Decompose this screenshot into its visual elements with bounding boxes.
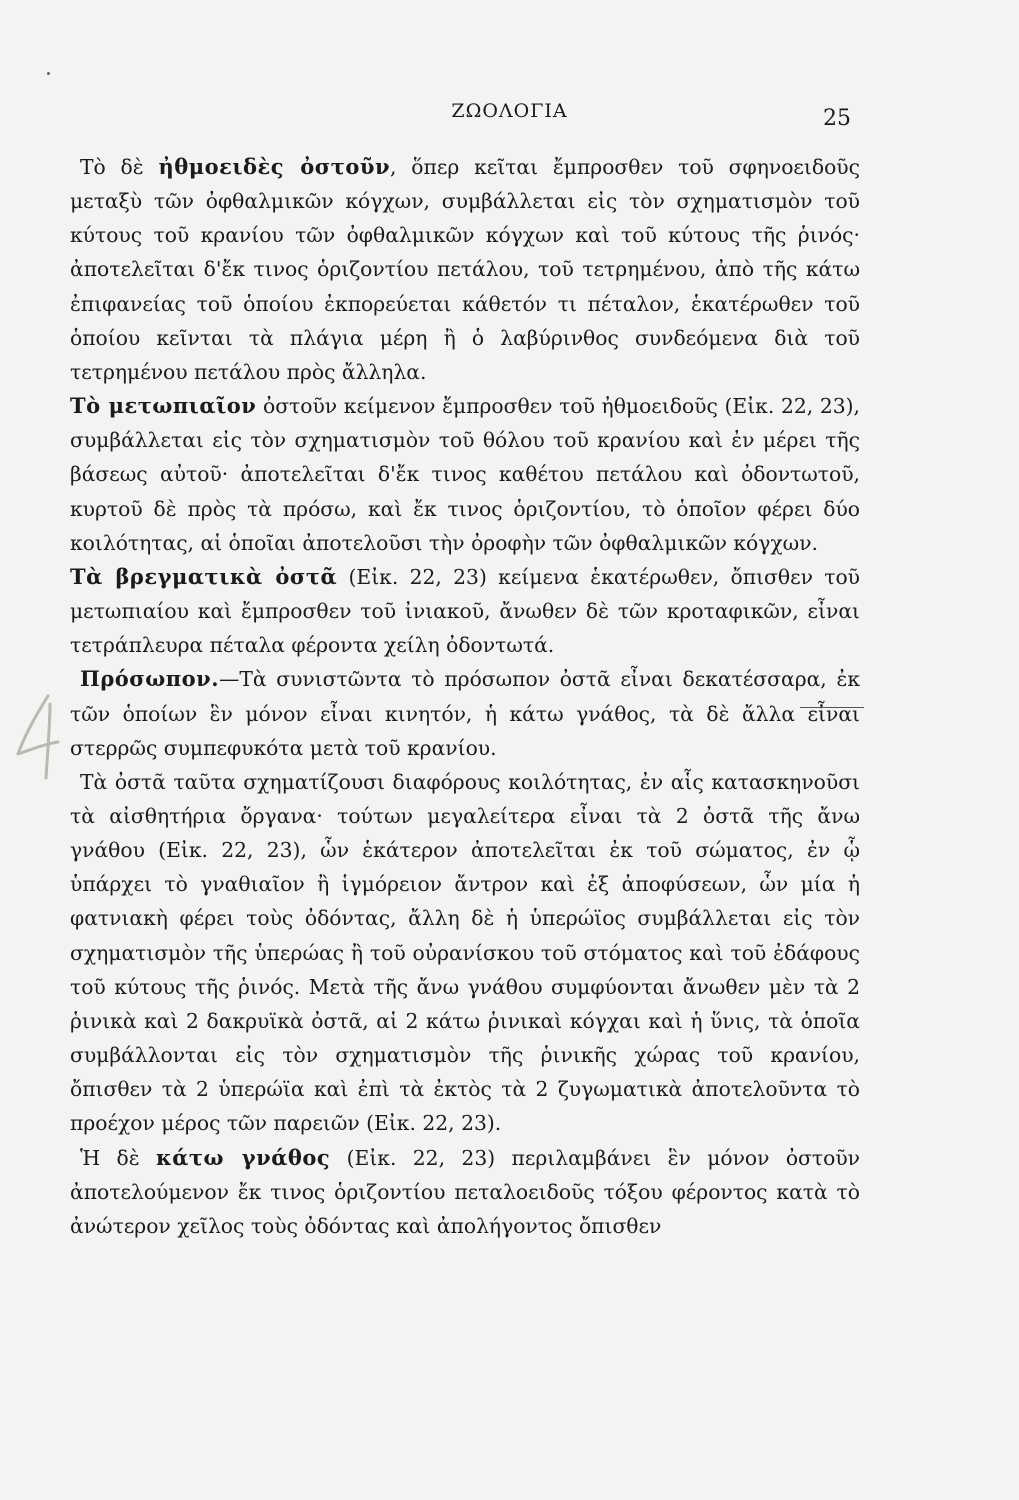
paragraph-face-bones bbox=[70, 765, 860, 1141]
handwritten-margin-mark bbox=[10, 692, 70, 782]
paragraph-body: (Εἰκ. 22, 23) περιλαμβάνει ἓν μόνον ὀστοῦν ἀποτελούμενον ἔκ τινος ὁριζοντίου πεταλοειδοῦς τόξου φέροντος κατὰ τὸ ἀνώτερον χεῖλος τοὺς ὀδόντας καὶ ἀπολήγοντος ὄπισθεν bbox=[70, 1145, 860, 1238]
running-header: ΖΩΟΛΟΓΙΑ bbox=[451, 100, 568, 122]
paragraph-ethmoid bbox=[70, 150, 860, 389]
term-lower-jaw: κάτω γνάθος bbox=[156, 1144, 331, 1170]
paragraph-face bbox=[70, 662, 860, 764]
paragraph-body: —Τὰ συνιστῶντα τὸ πρόσωπον ὀστᾶ εἶναι δεκατέσσαρα, ἐκ τῶν ὁποίων ἓν μόνον εἶναι κινητόν, ἡ κάτω γνάθος, τὰ δὲ ἄλλα εἶναι στερρῶς συμπεφυκότα μετὰ τοῦ κρανίου. bbox=[70, 667, 860, 760]
paragraph-parietal bbox=[70, 560, 860, 662]
paragraph-frontal bbox=[70, 389, 860, 560]
paper-speck bbox=[47, 72, 50, 75]
paragraph-lead: Τὸ δὲ bbox=[80, 155, 159, 179]
pencil-underline bbox=[800, 707, 864, 708]
paragraph-body: ὀστοῦν κείμενον ἔμπροσθεν τοῦ ἠθμοειδοῦς (Εἰκ. 22, 23), συμβάλλεται εἰς τὸν σχηματισμὸν τοῦ θόλου τοῦ κρανίου καὶ ἐν μέρει τῆς βάσεως αὐτοῦ· ἀποτελεῖται δ'ἔκ τινος καθέτου πετάλου καὶ ὀδοντωτοῦ, κυρτοῦ δὲ πρὸς τὰ πρόσω, καὶ ἔκ τινος ὁριζοντίου, τὸ ὁποῖον φέρει δύο κοιλότητας, αἱ ὁποῖαι ἀποτελοῦσι τὴν ὀροφὴν τῶν ὀφθαλμικῶν κόγχων. bbox=[70, 394, 861, 555]
term-face: Πρόσωπον. bbox=[80, 666, 220, 692]
term-ethmoid: ἠθμοειδὲς ὀστοῦν bbox=[158, 154, 391, 179]
paragraph-body: Τὰ ὀστᾶ ταῦτα σχηματίζουσι διαφόρους κοιλότητας, ἐν αἷς κατασκηνοῦσι τὰ αἰσθητήρια ὄργανα· τούτων μεγαλείτερα εἶναι τὰ 2 ὀστᾶ τῆς ἄνω γνάθου (Εἰκ. 22, 23), ὧν ἑκάτερον ἀποτελεῖται ἐκ τοῦ σώματος, ἐν ᾧ ὑπάρχει τὸ γναθιαῖον ἢ ἱγμόρειον ἄντρον καὶ ἐξ ἀποφύσεων, ὧν μία ἡ φατνιακὴ φέρει τοὺς ὀδόντας, ἄλλη δὲ ἡ ὑπερώϊος συμβάλλεται εἰς τὸν σχηματισμὸν τῆς ὑπερώας ἢ τοῦ οὐρανίσκου τοῦ στόματος καὶ τοῦ ἐδάφους τοῦ κύτους τῆς ῥινός. Μετὰ τῆς ἄνω γνάθου συμφύονται ἄνωθεν μὲν τὰ 2 ῥινικὰ καὶ 2 δακρυϊκὰ ὀστᾶ, αἱ 2 κάτω ῥινικαὶ κόγχαι καὶ ἡ ὕνις, τὰ ὁποῖα συμβάλλονται εἰς τὸν σχηματισμὸν τῆς ῥινικῆς χώρας τοῦ κρανίου, ὄπισθεν τὰ 2 ὑπερώϊα καὶ ἐπὶ τὰ ἐκτὸς τὰ 2 ζυγωματικὰ ἀποτελοῦντα τὸ προέχον μέρος τῶν παρειῶν (Εἰκ. 22, 23). bbox=[70, 769, 860, 1136]
paragraph-body: , ὅπερ κεῖται ἔμπροσθεν τοῦ σφηνοειδοῦς μεταξὺ τῶν ὀφθαλμικῶν κόγχων, συμβάλλεται εἰς τὸν σχηματισμὸν τοῦ κύτους τοῦ κρανίου τῶν ὀφθαλμικῶν κόγχων καὶ τοῦ κύτους τῆς ῥινός· ἀποτελεῖται δ'ἔκ τινος ὁριζοντίου πετάλου, τοῦ τετρημένου, ἀπὸ τῆς κάτω ἐπιφανείας τοῦ ὁποίου ἐκπορεύεται κάθετόν τι πέταλον, ἑκατέρωθεν τοῦ ὁποίου κεῖνται τὰ πλάγια μέρη ἢ ὁ λαβύρινθος συνδεόμενα διὰ τοῦ τετρημένου πετάλου πρὸς ἄλληλα. bbox=[70, 155, 860, 384]
body-text bbox=[70, 150, 860, 1243]
page-number: 25 bbox=[823, 106, 851, 131]
paragraph-lead: Ἡ δὲ bbox=[80, 1145, 157, 1170]
term-parietal: Τὰ βρεγματικὰ ὀστᾶ bbox=[70, 563, 338, 589]
term-frontal: Τὸ μετωπιαῖον bbox=[70, 393, 257, 419]
paragraph-lower-jaw bbox=[70, 1141, 860, 1243]
paragraph-body: (Εἰκ. 22, 23) κείμενα ἑκατέρωθεν, ὄπισθεν τοῦ μετωπιαίου καὶ ἔμπροσθεν τοῦ ἰνιακοῦ, ἄνωθεν δὲ τῶν κροταφικῶν, εἶναι τετράπλευρα πέταλα φέροντα χείλη ὀδοντωτά. bbox=[70, 564, 860, 658]
